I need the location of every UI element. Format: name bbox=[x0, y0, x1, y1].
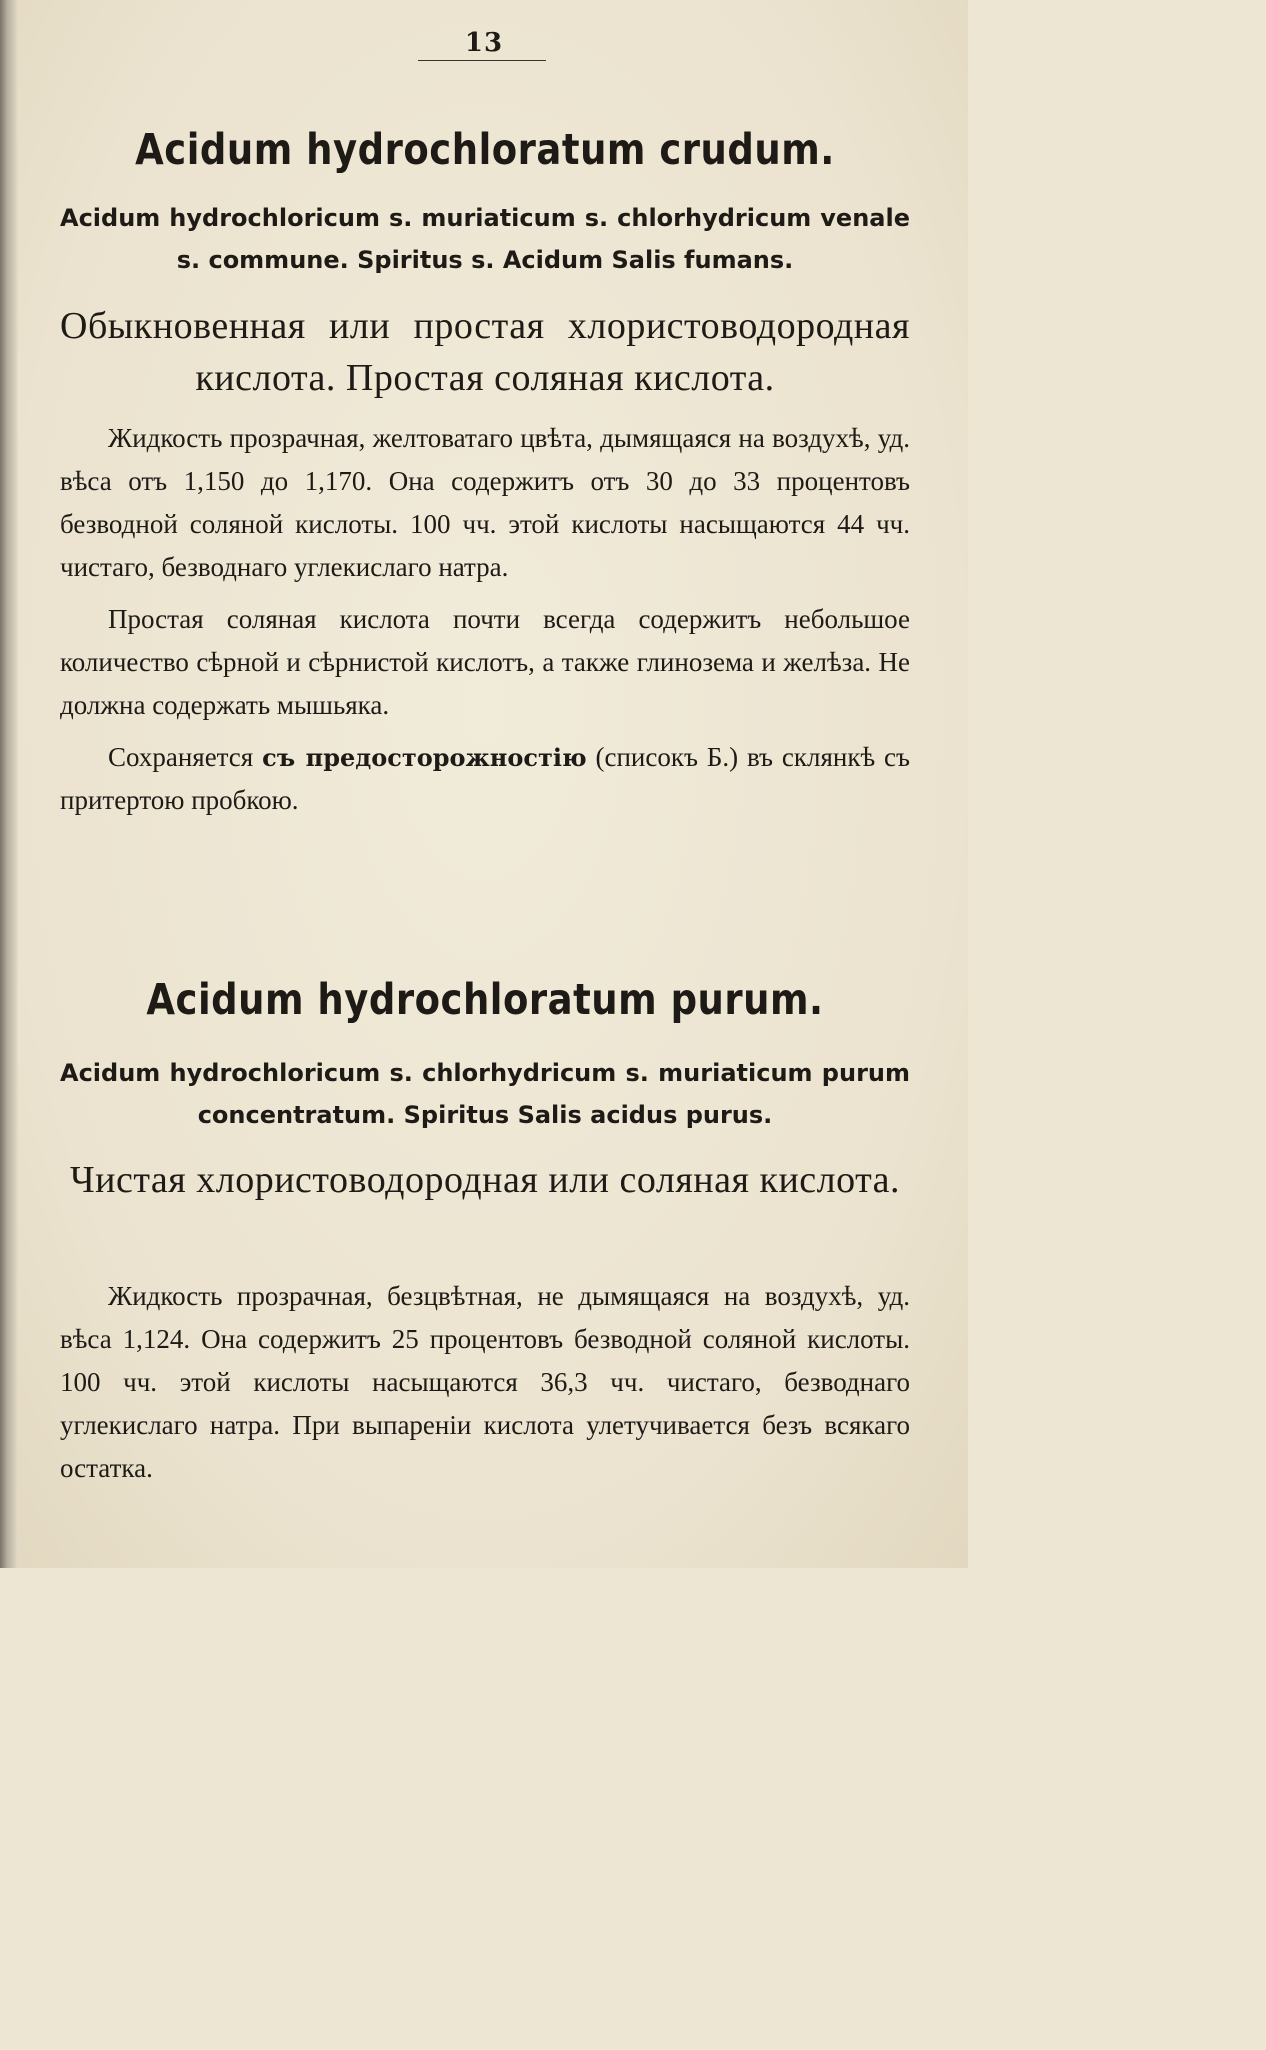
section-2-synonyms: Acidum hydrochloricum s. chlorhydricum s. muriaticum purum concentratum. Spiritus Salis acidus purus. bbox=[60, 1059, 910, 1129]
storage-text-after: (списокъ Б.) въ склянкѣ съ притертою пробкою. bbox=[60, 742, 910, 815]
section-1-storage-paragraph bbox=[60, 736, 910, 822]
section-2-body bbox=[60, 1275, 910, 1490]
page-number-rule bbox=[418, 60, 546, 61]
section-1-synonyms-wrap bbox=[60, 197, 910, 281]
section-1-title: Acidum hydrochloratum crudum. bbox=[135, 124, 835, 175]
page-number: 13 bbox=[464, 28, 504, 58]
section-1-synonyms: Acidum hydrochloricum s. muriaticum s. chlorhydricum venale s. commune. Spiritus s. Acidum Salis fumans. bbox=[60, 204, 910, 274]
section-2-title: Acidum hydrochloratum purum. bbox=[146, 974, 824, 1025]
section-1-title-wrap bbox=[60, 124, 910, 175]
section-1-body bbox=[60, 417, 910, 822]
section-1-russian-name: Обыкновенная или простая хлористоводородная кислота. Простая соляная кислота. bbox=[60, 305, 910, 399]
page-edge-shadow bbox=[0, 0, 18, 1568]
section-2-title-wrap bbox=[60, 974, 910, 1025]
storage-text-bold: съ предосторожностію bbox=[262, 743, 587, 772]
section-1-paragraph-2: Простая соляная кислота почти всегда содержитъ небольшое количество сѣрной и сѣрнистой кислотъ, а также глинозема и желѣза. Не должна содержать мышьяка. bbox=[60, 604, 910, 720]
storage-text-before: Сохраняется bbox=[108, 742, 263, 772]
section-1-russian-name-wrap bbox=[60, 300, 910, 404]
section-2-paragraph-1: Жидкость прозрачная, безцвѣтная, не дымящаяся на воздухѣ, уд. вѣса 1,124. Она содержитъ 25 процентовъ безводной соляной кислоты. 100 чч. этой кислоты насыщаются 36,3 чч. чистаго, безводнаго углекислаго натра. При выпареніи кислота улетучивается безъ всякаго остатка. bbox=[60, 1281, 910, 1483]
section-2-synonyms-wrap bbox=[60, 1052, 910, 1136]
section-1-paragraph-1: Жидкость прозрачная, желтоватаго цвѣта, дымящаяся на воздухѣ, уд. вѣса отъ 1,150 до 1,170. Она содержитъ отъ 30 до 33 процентовъ безводной соляной кислоты. 100 чч. этой кислоты насыщаются 44 чч. чистаго, безводнаго углекислаго натра. bbox=[60, 423, 910, 582]
section-2-russian-name: Чистая хлористоводородная или соляная кислота. bbox=[69, 1159, 901, 1201]
section-2-russian-name-wrap bbox=[60, 1154, 910, 1206]
